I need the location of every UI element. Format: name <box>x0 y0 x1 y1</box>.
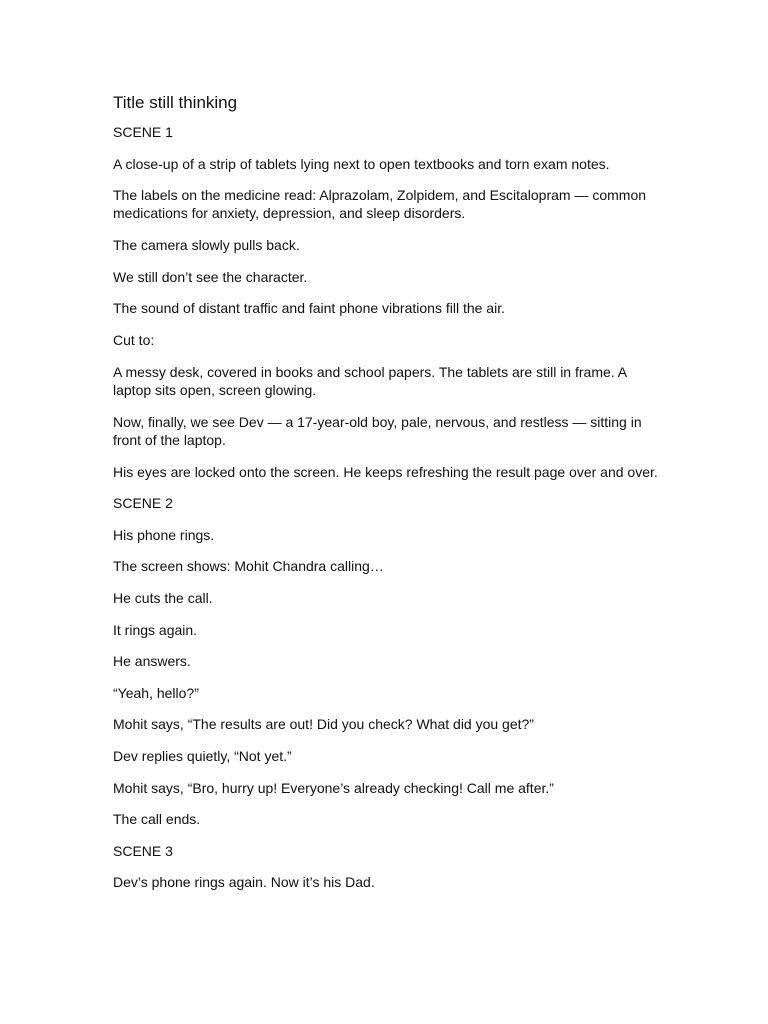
paragraph: The screen shows: Mohit Chandra calling… <box>113 558 384 575</box>
paragraph: He cuts the call. <box>113 589 213 606</box>
document-body <box>113 91 658 905</box>
paragraph: The labels on the medicine read: Alprazolam, Zolpidem, and Escitalopram — common medications for anxiety, depression, and sleep disorders. <box>113 187 647 222</box>
paragraph: The camera slowly pulls back. <box>113 237 300 254</box>
dialogue-line: “Yeah, hello?” <box>113 684 199 701</box>
scene-heading: SCENE 3 <box>113 842 173 859</box>
paragraph: We still don’t see the character. <box>113 268 308 285</box>
paragraph: The sound of distant traffic and faint phone vibrations fill the air. <box>113 300 505 317</box>
paragraph: Dev’s phone rings again. Now it’s his Dad. <box>113 874 375 891</box>
paragraph: Cut to: <box>113 331 155 348</box>
paragraph: A close-up of a strip of tablets lying next to open textbooks and torn exam notes. <box>113 155 610 172</box>
paragraph: Now, finally, we see Dev — a 17-year-old boy, pale, nervous, and restless — sitting in front of the laptop. <box>113 413 642 448</box>
paragraph: It rings again. <box>113 621 198 638</box>
dialogue-line: Mohit says, “Bro, hurry up! Everyone’s already checking! Call me after.” <box>113 779 554 796</box>
paragraph: The call ends. <box>113 811 201 828</box>
scene-heading: SCENE 1 <box>113 124 173 140</box>
document-title: Title still thinking <box>113 93 238 112</box>
paragraph: His phone rings. <box>113 526 215 543</box>
paragraph: His eyes are locked onto the screen. He keeps refreshing the result page over and over. <box>113 463 658 480</box>
dialogue-line: Mohit says, “The results are out! Did you check? What did you get?” <box>113 716 534 733</box>
scene-heading: SCENE 2 <box>113 495 173 512</box>
paragraph: He answers. <box>113 653 191 670</box>
dialogue-line: Dev replies quietly, “Not yet.” <box>113 747 292 764</box>
paragraph: A messy desk, covered in books and school papers. The tablets are still in frame. A laptop sits open, screen glowing. <box>113 363 627 398</box>
